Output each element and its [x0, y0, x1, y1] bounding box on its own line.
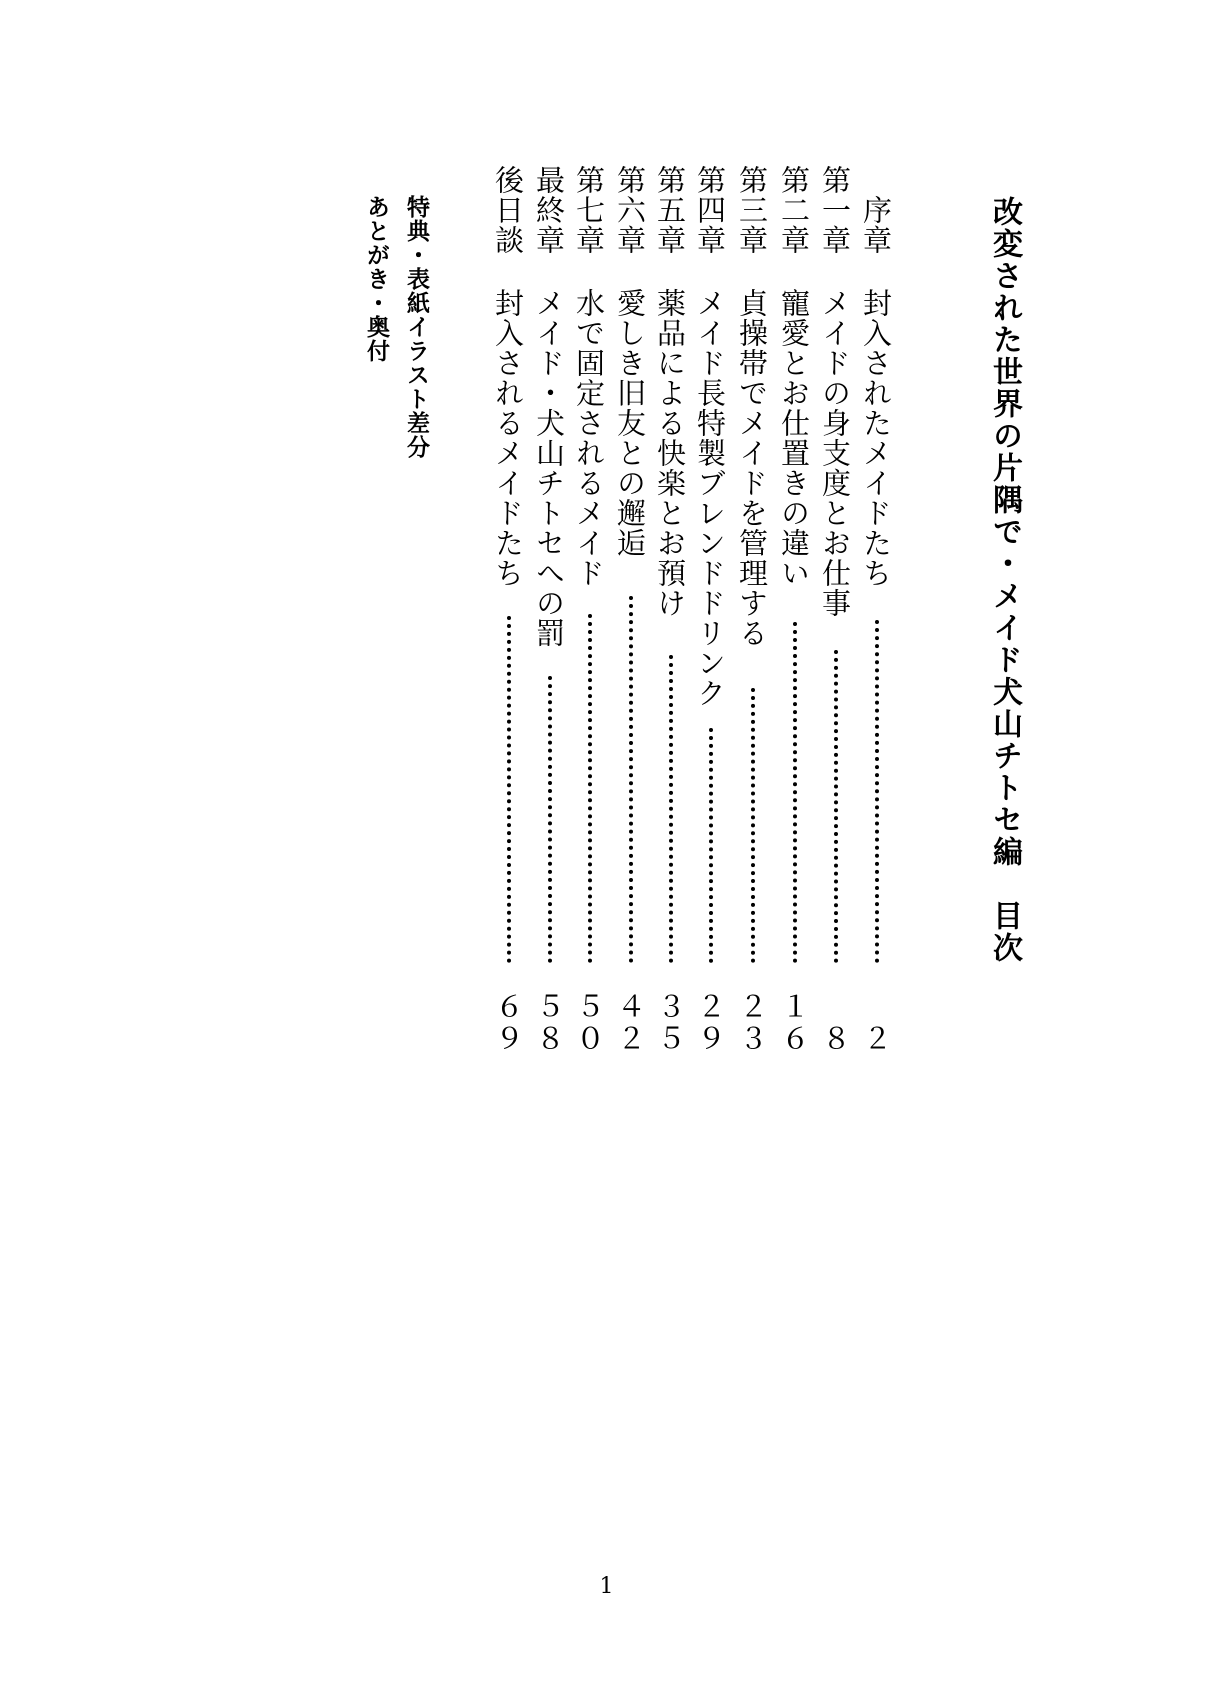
chapter-title: 薬品による快楽とお預け	[653, 288, 687, 618]
chapter-label: 後日談	[491, 165, 525, 255]
toc-entry	[774, 165, 814, 1055]
page-ref: ２３	[735, 991, 769, 1055]
leader-dots	[588, 614, 592, 963]
page-number: 1	[599, 1574, 614, 1599]
page-ref: ２９	[693, 991, 727, 1055]
toc-extra-bonus: 特典・表紙イラスト差分	[403, 195, 429, 459]
chapter-label: 第五章	[653, 165, 687, 255]
toc-extra-afterword: あとがき・奥付	[363, 195, 389, 363]
toc-entry	[569, 165, 609, 1055]
chapter-title: 愛しき旧友との邂逅	[613, 288, 647, 558]
chapter-title: 貞操帯でメイドを管理する	[735, 288, 769, 648]
chapter-title: メイド長特製ブレンドドリンク	[693, 288, 727, 708]
page-ref: ２	[859, 1023, 893, 1055]
page-ref: ３５	[653, 991, 687, 1055]
page-ref: ５０	[572, 991, 606, 1055]
toc-entry	[815, 165, 855, 1055]
chapter-label: 最終章	[532, 165, 566, 255]
page-ref: ８	[818, 1023, 852, 1055]
leader-dots	[709, 728, 713, 963]
toc-entry	[529, 165, 569, 1055]
leader-dots	[548, 676, 552, 963]
leader-dots	[793, 622, 797, 963]
toc-entry	[610, 165, 650, 1055]
chapter-label: 第三章	[735, 165, 769, 255]
leader-dots	[875, 620, 879, 963]
chapter-label: 第四章	[693, 165, 727, 255]
page-ref: １６	[777, 991, 811, 1055]
chapter-title: 寵愛とお仕置きの違い	[777, 288, 811, 588]
chapter-title: 封入されたメイドたち	[859, 288, 893, 588]
chapter-label: 第七章	[572, 165, 606, 255]
leader-dots	[751, 688, 755, 963]
leader-dots	[669, 655, 673, 963]
leader-dots	[834, 650, 838, 963]
toc-entry	[650, 165, 690, 1055]
page-ref: ６９	[491, 991, 525, 1055]
chapter-title: 水で固定されるメイド	[572, 288, 606, 588]
page-ref: ５８	[532, 991, 566, 1055]
chapter-label: 第一章	[818, 165, 852, 255]
leader-dots	[629, 596, 633, 963]
chapter-title: メイドの身支度とお仕事	[818, 288, 852, 618]
toc-entry	[856, 165, 896, 1055]
toc-entry	[488, 165, 528, 1055]
toc-title: 改変された世界の片隅で・メイド犬山チトセ編 目次	[987, 196, 1022, 964]
chapter-title: メイド・犬山チトセへの罰	[532, 288, 566, 648]
toc-entry	[690, 165, 730, 1055]
chapter-label: 序章	[859, 165, 893, 255]
toc-entry	[732, 165, 772, 1055]
chapter-label: 第二章	[777, 165, 811, 255]
leader-dots	[507, 616, 511, 963]
page-ref: ４２	[613, 991, 647, 1055]
chapter-title: 封入されるメイドたち	[491, 288, 525, 588]
chapter-label: 第六章	[613, 165, 647, 255]
